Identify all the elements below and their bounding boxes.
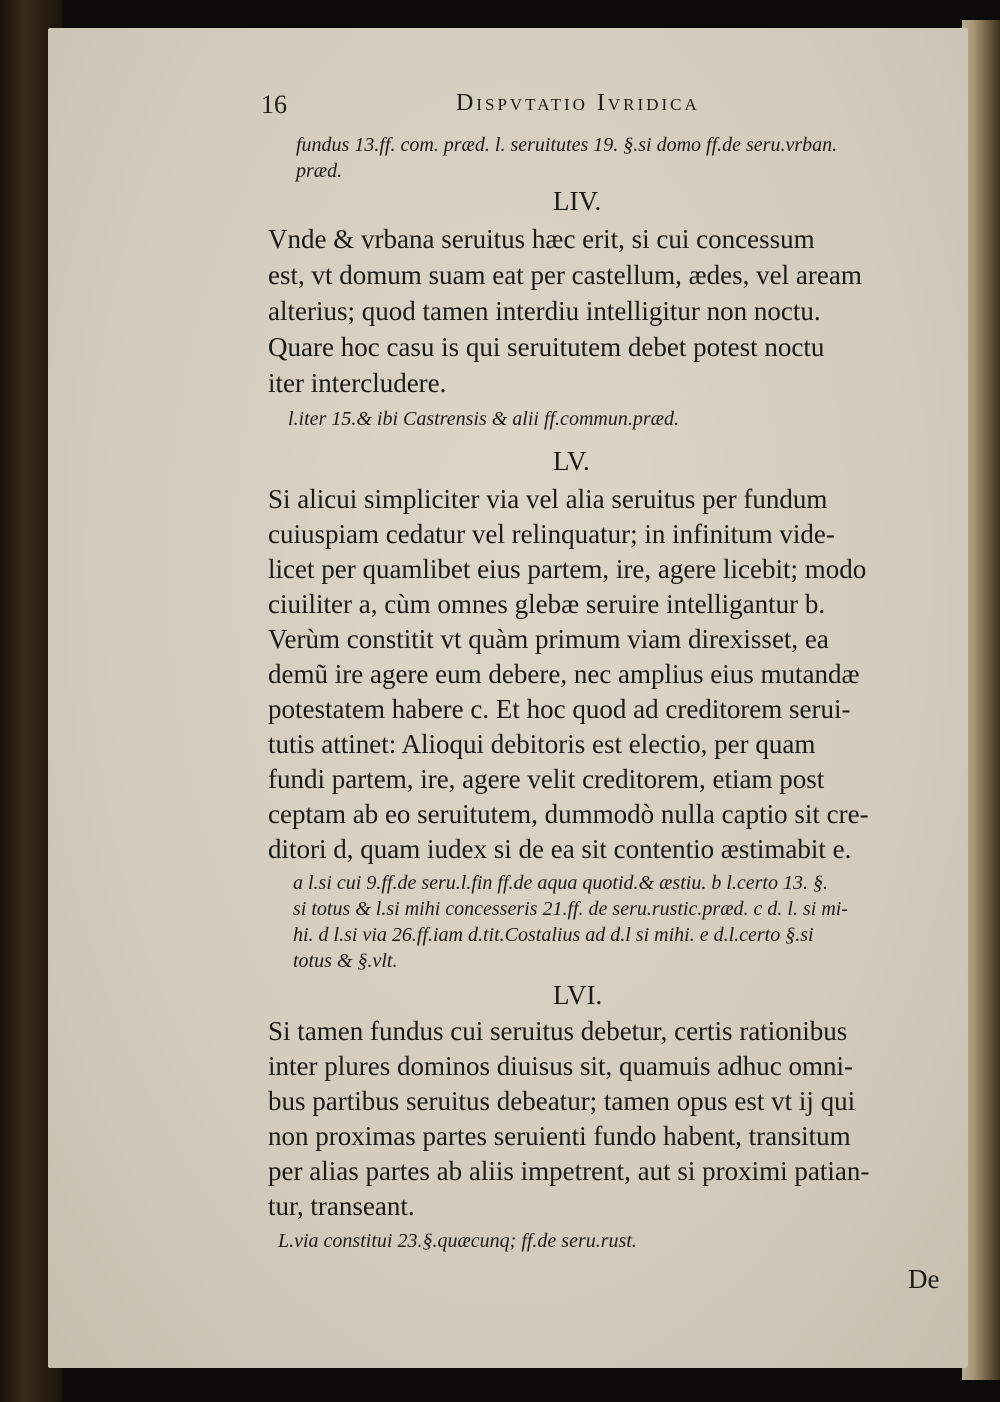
- text-line: Verùm constitit vt quàm primum viam direxisset, ea: [268, 624, 829, 654]
- text-line: alterius; quod tamen interdiu intelligitur non noctu.: [268, 296, 821, 326]
- text-line: ciuiliter a, cùm omnes glebæ seruire intelligantur b.: [268, 589, 826, 619]
- citation-line: L.via constitui 23.§.quæcunq; ff.de seru.rust.: [278, 1230, 637, 1252]
- text-line: inter plures dominos diuisus sit, quamuis adhuc omni-: [268, 1051, 853, 1081]
- section-number: LV.: [553, 446, 590, 476]
- text-line: cuiuspiam cedatur vel relinquatur; in infinitum vide-: [268, 519, 835, 549]
- section-number: LVI.: [553, 980, 603, 1010]
- text-line: Quare hoc casu is qui seruitutem debet potest noctu: [268, 332, 825, 362]
- text-line: ditori d, quam iudex si de ea sit contentio æstimabit e.: [268, 834, 852, 864]
- citation-line: a l.si cui 9.ff.de seru.l.fin ff.de aqua quotid.& æstiu. b l.certo 13. §.: [293, 872, 828, 894]
- citation-line: fundus 13.ff. com. præd. l. seruitutes 19. §.si domo ff.de seru.vrban.: [296, 134, 838, 156]
- text-line: Vnde & vrbana seruitus hæc erit, si cui concessum: [268, 224, 815, 254]
- text-line: est, vt domum suam eat per castellum, ædes, vel aream: [268, 260, 862, 290]
- text-line: ceptam ab eo seruitutem, dummodò nulla captio sit cre-: [268, 799, 869, 829]
- page-text: [48, 28, 968, 1368]
- citation-line: totus & §.vlt.: [293, 950, 398, 972]
- text-line: per alias partes ab aliis impetrent, aut si proximi patian-: [268, 1156, 870, 1186]
- text-line: Si tamen fundus cui seruitus debetur, certis rationibus: [268, 1016, 848, 1046]
- citation-line: præd.: [296, 160, 343, 182]
- running-title: Dispvtatio Ivridica: [456, 90, 700, 116]
- text-line: licet per quamlibet eius partem, ire, agere licebit; modo: [268, 554, 867, 584]
- citation-line: l.iter 15.& ibi Castrensis & alii ff.commun.præd.: [288, 408, 679, 430]
- text-line: tutis attinet: Alioqui debitoris est electio, per quam: [268, 729, 816, 759]
- text-line: Si alicui simpliciter via vel alia seruitus per fundum: [268, 484, 828, 514]
- catchword: De: [908, 1264, 940, 1294]
- citation-line: si totus & l.si mihi concesseris 21.ff. de seru.rustic.præd. c d. l. si mi-: [293, 898, 848, 920]
- text-line: fundi partem, ire, agere velit creditorem, etiam post: [268, 764, 825, 794]
- text-line: potestatem habere c. Et hoc quod ad creditorem serui-: [268, 694, 851, 724]
- text-line: bus partibus seruitus debeatur; tamen opus est vt ij qui: [268, 1086, 856, 1116]
- citation-line: hi. d l.si via 26.ff.iam d.tit.Costalius ad d.l si mihi. e d.l.certo §.si: [293, 924, 814, 946]
- page-number: 16: [261, 90, 287, 119]
- text-line: demũ ire agere eum debere, nec amplius eius mutandæ: [268, 659, 860, 689]
- book-page: [48, 28, 968, 1368]
- section-number: LIV.: [553, 186, 602, 216]
- text-line: tur, transeant.: [268, 1191, 415, 1221]
- text-line: iter intercludere.: [268, 368, 447, 398]
- text-line: non proximas partes seruienti fundo habent, transitum: [268, 1121, 851, 1151]
